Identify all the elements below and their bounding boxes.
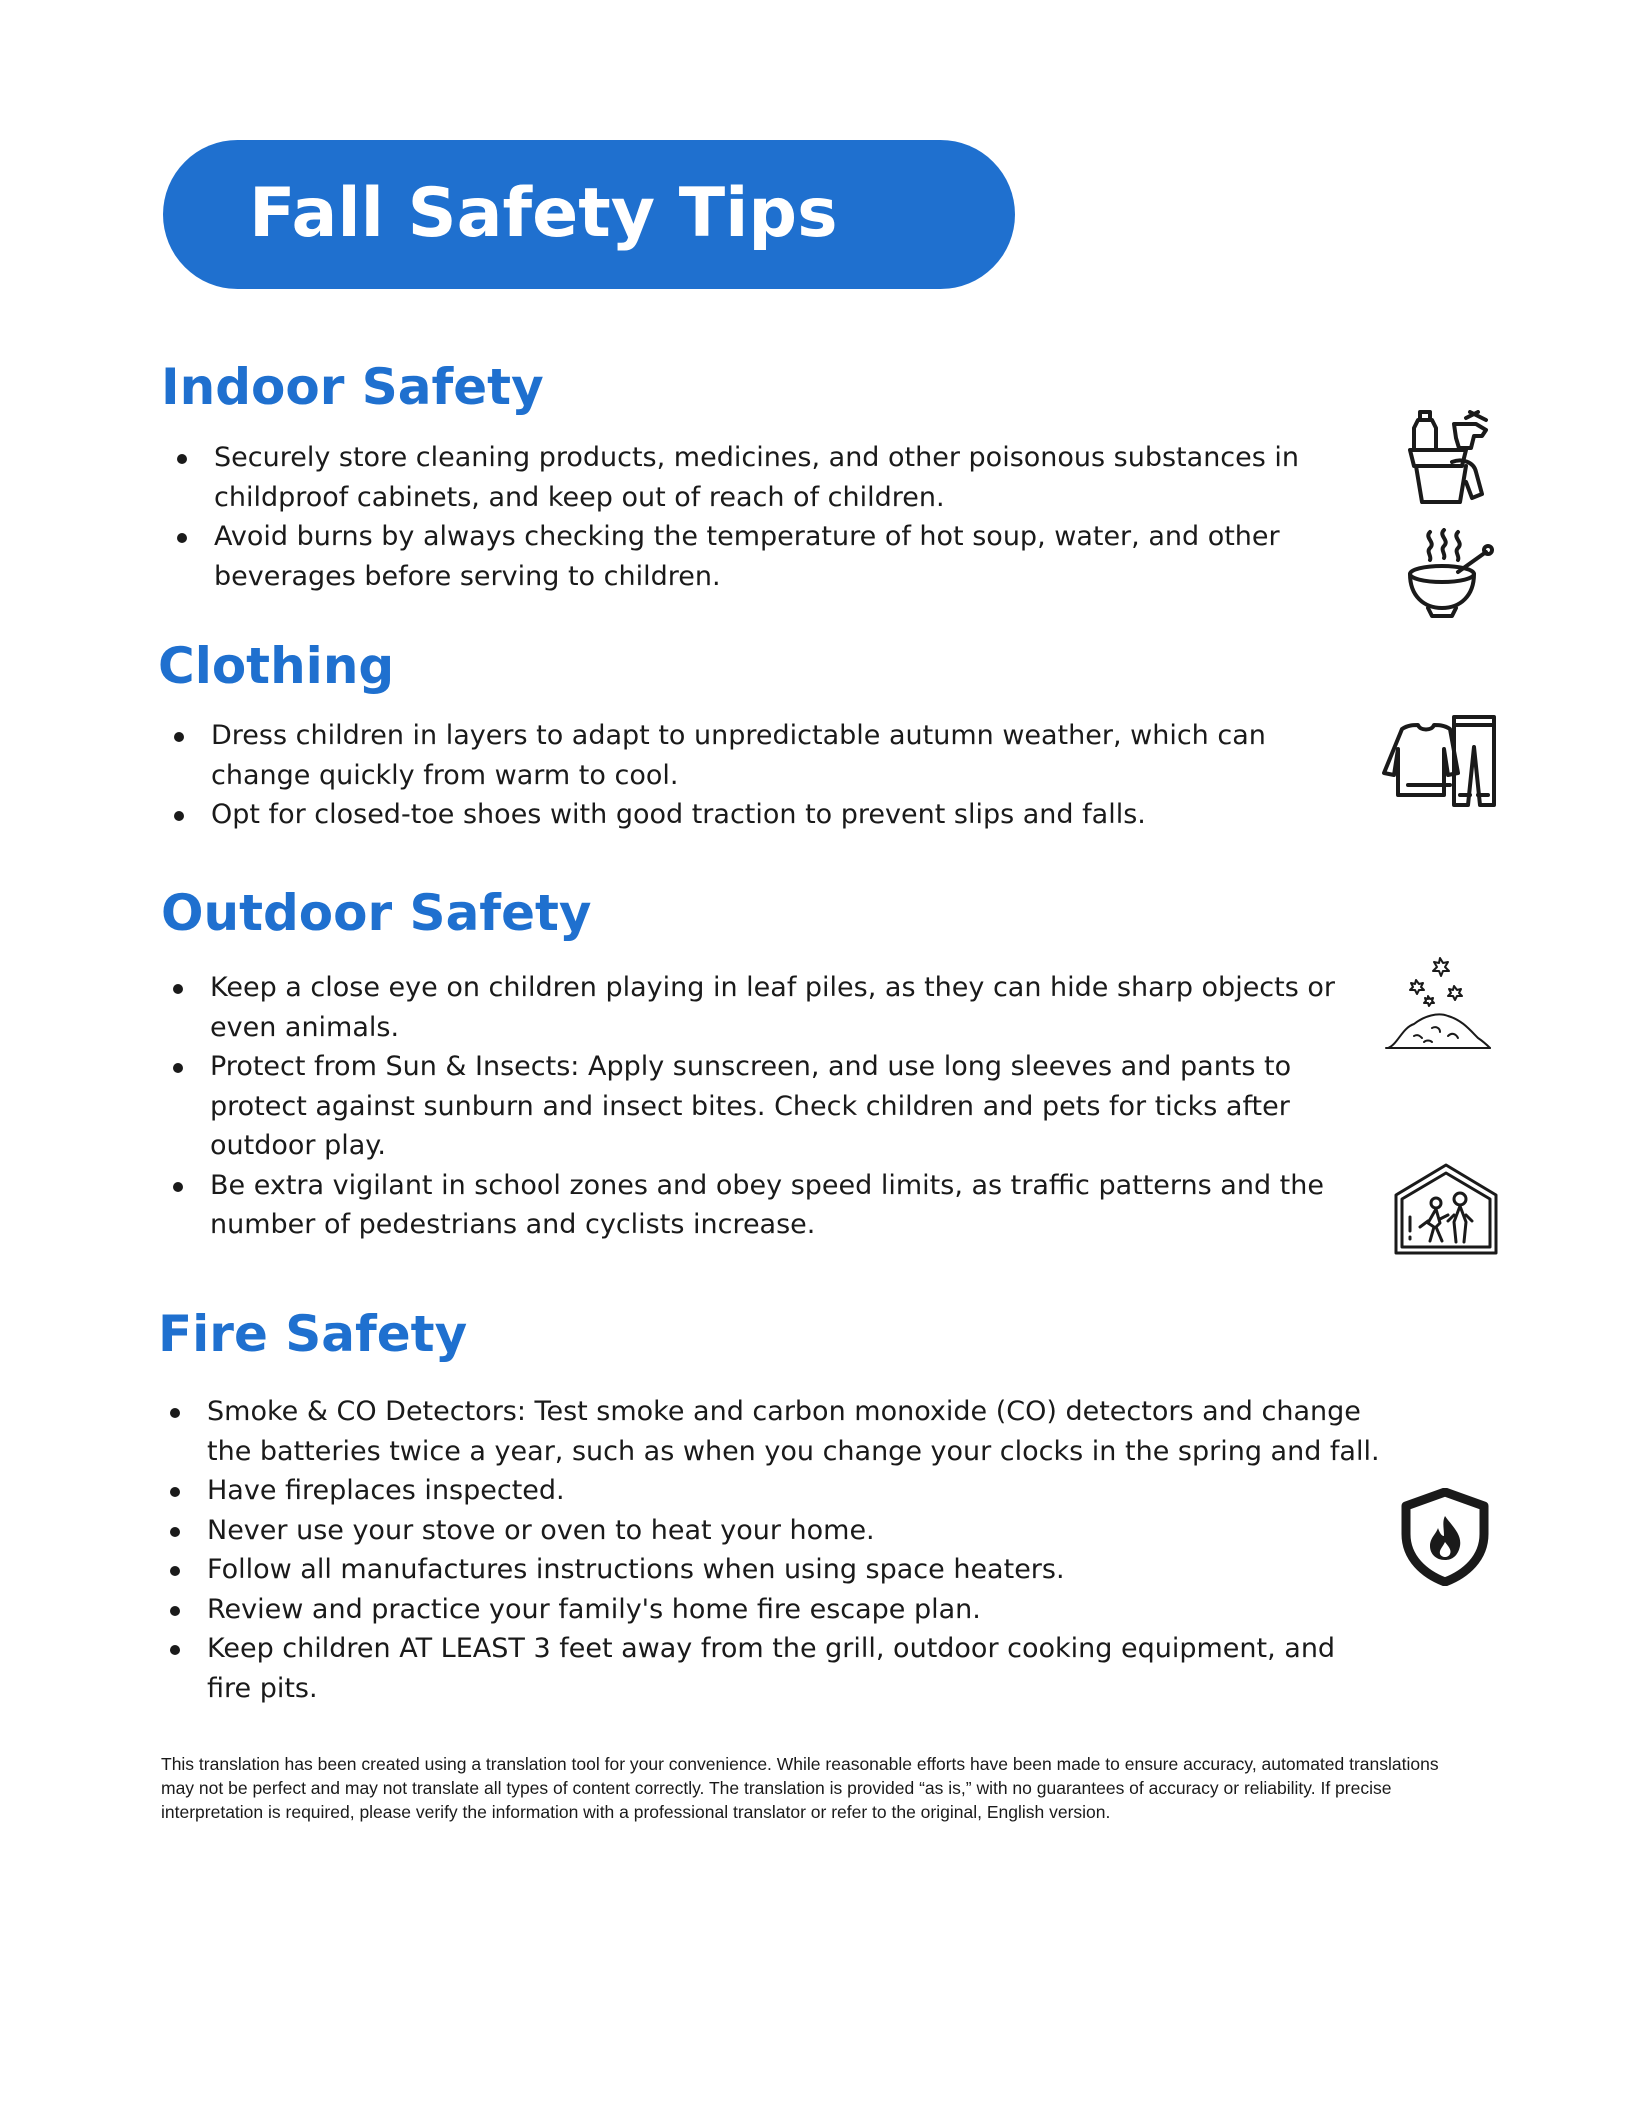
list-item: Securely store cleaning products, medicines, and other poisonous substances in childproof cabinets, and keep out of reach of children. [177, 438, 1327, 517]
list-item: Have fireplaces inspected. [170, 1471, 1380, 1511]
list-item: Smoke & CO Detectors: Test smoke and carbon monoxide (CO) detectors and change the batteries twice a year, such as when you change your clocks in the spring and fall. [170, 1392, 1380, 1471]
list-item: Protect from Sun & Insects: Apply sunscreen, and use long sleeves and pants to protect against sunburn and insect bites. Check children and pets for ticks after outdoor play. [173, 1047, 1363, 1166]
outdoor-safety-list [173, 968, 1363, 1245]
hot-soup-bowl-icon [1404, 528, 1494, 618]
list-item: Never use your stove or oven to heat your home. [170, 1511, 1380, 1551]
page-title: Fall Safety Tips [249, 174, 838, 253]
list-item: Opt for closed-toe shoes with good traction to prevent slips and falls. [174, 795, 1294, 835]
clothing-list [174, 716, 1294, 835]
list-item: Dress children in layers to adapt to unpredictable autumn weather, which can change quickly from warm to cool. [174, 716, 1294, 795]
leaf-pile-icon [1384, 956, 1494, 1056]
list-item: Avoid burns by always checking the temperature of hot soup, water, and other beverages before serving to children. [177, 517, 1327, 596]
list-item: Review and practice your family's home fire escape plan. [170, 1590, 1380, 1630]
fire-safety-list [170, 1392, 1380, 1708]
list-item: Keep a close eye on children playing in leaf piles, as they can hide sharp objects or even animals. [173, 968, 1363, 1047]
section-heading-fire-safety: Fire Safety [158, 1305, 468, 1363]
translation-disclaimer: This translation has been created using a translation tool for your convenience. While reasonable efforts have been made to ensure accuracy, automated translations may not be perfect and may not translate all types of content correctly. The translation is provided “as is,” with no guarantees of accuracy or reliability. If precise interpretation is required, please verify the information with a professional translator or refer to the original, English version. [161, 1754, 1439, 1822]
fire-shield-icon [1400, 1488, 1490, 1586]
list-item: Keep children AT LEAST 3 feet away from the grill, outdoor cooking equipment, and fire pits. [170, 1629, 1380, 1708]
list-item: Follow all manufactures instructions when using space heaters. [170, 1550, 1380, 1590]
section-heading-clothing: Clothing [158, 637, 395, 695]
section-heading-outdoor-safety: Outdoor Safety [161, 884, 592, 942]
indoor-safety-list [177, 438, 1327, 596]
title-banner [163, 140, 1015, 289]
cleaning-supplies-icon [1408, 410, 1494, 506]
section-heading-indoor-safety: Indoor Safety [161, 358, 544, 416]
sweater-pants-icon [1382, 715, 1500, 807]
list-item: Be extra vigilant in school zones and obey speed limits, as traffic patterns and the number of pedestrians and cyclists increase. [173, 1166, 1363, 1245]
school-zone-sign-icon [1392, 1163, 1500, 1257]
